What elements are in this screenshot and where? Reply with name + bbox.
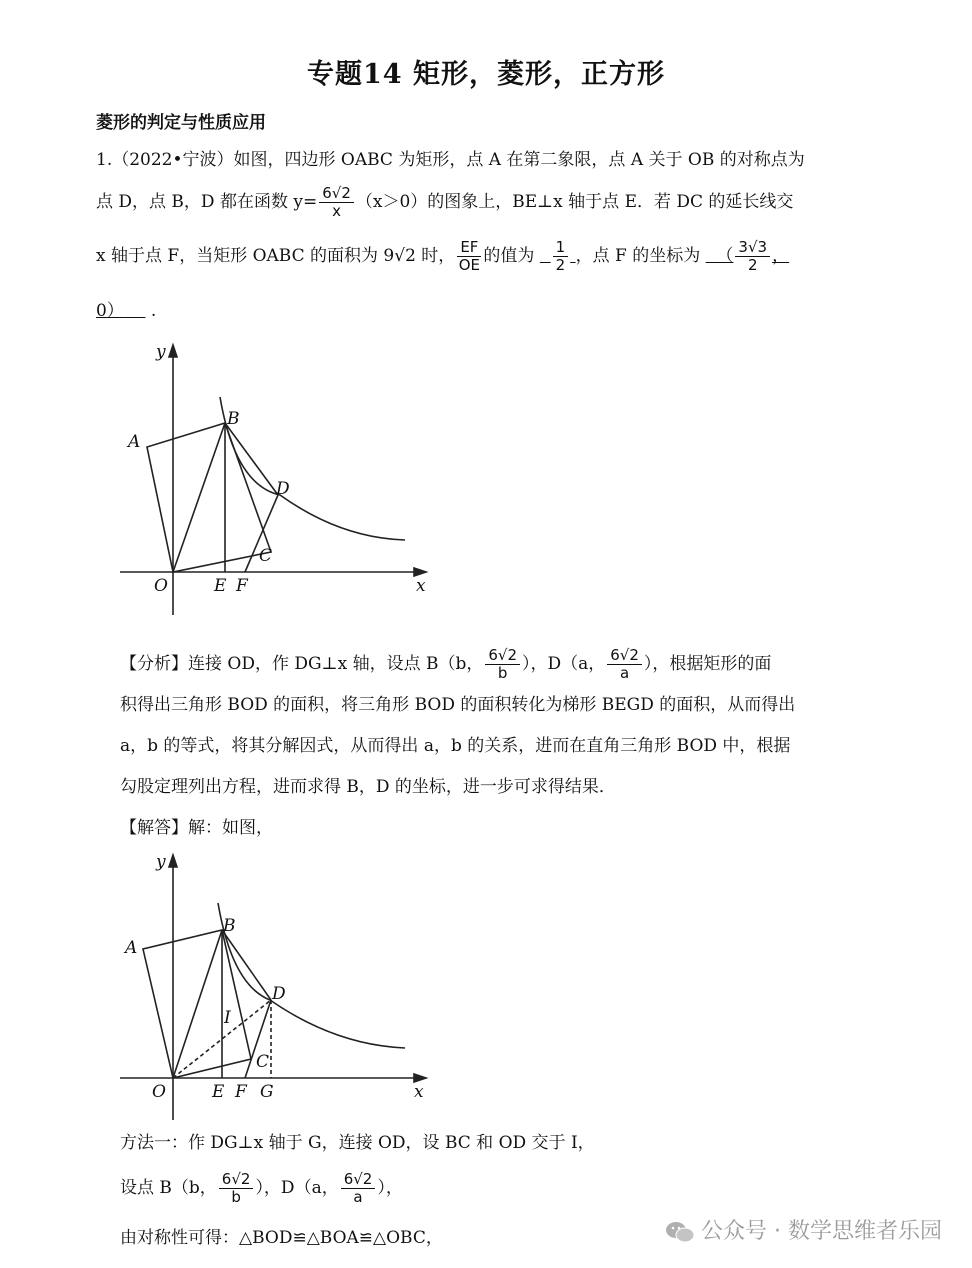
figure-1 bbox=[110, 335, 440, 625]
analysis-a-numerator: 6√2 bbox=[607, 648, 642, 665]
ratio-numerator: EF bbox=[457, 240, 481, 257]
x-axis-arrow bbox=[414, 1074, 426, 1082]
analysis-a-denominator: a bbox=[619, 664, 630, 682]
problem-line-2-end: （x＞0）的图象上，BE⊥x 轴于点 E．若 DC 的延长线交 bbox=[355, 192, 794, 212]
section-heading: 菱形的判定与性质应用 bbox=[96, 113, 266, 133]
ratio-denominator: OE bbox=[458, 256, 481, 274]
answer-2-numerator: 3√3 bbox=[735, 240, 770, 257]
ratio-fraction bbox=[457, 240, 481, 273]
answer-1-denominator: 2 bbox=[555, 256, 566, 274]
analysis-b-fraction bbox=[485, 648, 520, 681]
label-a: A bbox=[125, 938, 138, 958]
page-title: 专题14 矩形，菱形，正方形 bbox=[307, 59, 665, 90]
analysis-a-fraction bbox=[607, 648, 642, 681]
label-c: C bbox=[256, 1052, 270, 1072]
label-i: I bbox=[224, 1008, 231, 1028]
answer-1 bbox=[540, 238, 576, 274]
function-numerator: 6√2 bbox=[319, 186, 354, 203]
method-b-fraction bbox=[219, 1172, 254, 1205]
y-axis-arrow bbox=[169, 855, 177, 867]
label-b: B bbox=[223, 916, 236, 936]
problem-line-3-mid: 的值为 bbox=[483, 246, 535, 266]
label-d: D bbox=[272, 984, 286, 1004]
label-a: A bbox=[128, 432, 141, 452]
segment-bd bbox=[225, 423, 278, 495]
analysis-line-4: 勾股定理列出方程，进而求得 B，D 的坐标，进一步可求得结果． bbox=[120, 777, 616, 797]
label-o: O bbox=[154, 576, 168, 596]
function-denominator: x bbox=[332, 202, 341, 220]
analysis-line-1-start: 【分析】连接 OD，作 DG⊥x 轴，设点 B（b， bbox=[120, 654, 484, 674]
label-o: O bbox=[152, 1082, 166, 1102]
analysis-b-denominator: b bbox=[497, 664, 508, 682]
answer-2-fraction bbox=[735, 240, 770, 273]
problem-line-3 bbox=[96, 240, 789, 273]
x-axis-arrow bbox=[414, 568, 426, 576]
analysis-line-1-end: ），根据矩形的面 bbox=[643, 654, 772, 674]
label-g: G bbox=[260, 1082, 274, 1102]
wechat-icon bbox=[665, 1220, 695, 1244]
problem-line-2 bbox=[96, 186, 793, 219]
answer-2-tail: 0） bbox=[96, 301, 124, 321]
method-a-denominator: a bbox=[353, 1188, 363, 1206]
segment-ob bbox=[173, 423, 225, 572]
problem-line-3-start: x 轴于点 F，当矩形 OABC 的面积为 9√2 时， bbox=[96, 246, 456, 266]
label-y: y bbox=[156, 852, 166, 872]
method-a-fraction bbox=[341, 1172, 376, 1205]
problem-line-1: 1.（2022•宁波）如图，四边形 OABC 为矩形，点 A 在第二象限，点 A 关于 OB 的对称点为 bbox=[96, 150, 805, 170]
method-line-2-end: ）， bbox=[377, 1178, 403, 1198]
analysis-line-2: 积得出三角形 BOD 的面积，将三角形 BOD 的面积转化为梯形 BEGD 的面积，从而得出 bbox=[120, 695, 796, 715]
label-e: E bbox=[212, 1082, 225, 1102]
label-e: E bbox=[214, 576, 227, 596]
method-line-3: 由对称性可得：△BOD≌△BOA≌△OBC， bbox=[120, 1228, 443, 1248]
method-line-2-start: 设点 B（b， bbox=[120, 1178, 217, 1198]
watermark-text: 公众号 · 数学思维者乐园 bbox=[701, 1219, 942, 1244]
segment-ob bbox=[173, 930, 222, 1078]
analysis-b-numerator: 6√2 bbox=[485, 648, 520, 665]
answer-1-fraction bbox=[553, 240, 569, 273]
y-axis-arrow bbox=[169, 345, 177, 357]
label-f: F bbox=[235, 1082, 247, 1102]
label-f: F bbox=[236, 576, 248, 596]
hyperbola-curve bbox=[220, 397, 405, 540]
period: . bbox=[150, 301, 157, 321]
analysis-line-1 bbox=[120, 648, 771, 681]
answer-2-denominator: 2 bbox=[747, 256, 758, 274]
label-x: x bbox=[414, 1082, 424, 1102]
problem-line-2-start: 点 D，点 B，D 都在函数 y= bbox=[96, 192, 318, 212]
method-a-numerator: 6√2 bbox=[341, 1172, 376, 1189]
figure-2 bbox=[110, 845, 440, 1125]
solution-heading: 【解答】解：如图， bbox=[120, 818, 273, 838]
rectangle-oabc bbox=[147, 423, 271, 572]
label-b: B bbox=[227, 409, 240, 429]
hyperbola-curve bbox=[218, 903, 405, 1048]
label-c: C bbox=[259, 546, 273, 566]
answer-2: （ $\frac{3√3}{2}$ ， bbox=[705, 238, 790, 274]
method-line-2-mid: ），D（a， bbox=[255, 1178, 339, 1198]
problem-line-4 bbox=[96, 303, 156, 320]
method-b-denominator: b bbox=[231, 1188, 241, 1206]
watermark bbox=[665, 1214, 942, 1245]
problem-line-3-end: ，点 F 的坐标为 bbox=[575, 246, 701, 266]
label-d: D bbox=[276, 479, 290, 499]
function-fraction bbox=[319, 186, 354, 219]
answer-1-numerator: 1 bbox=[553, 240, 569, 257]
analysis-line-3: a，b 的等式，将其分解因式，从而得出 a，b 的关系，进而在直角三角形 BOD 中，根据 bbox=[120, 736, 791, 756]
label-y: y bbox=[156, 342, 166, 362]
label-x: x bbox=[416, 576, 426, 596]
answer-2-blank bbox=[124, 301, 146, 321]
analysis-line-1-mid: ），D（a， bbox=[522, 654, 606, 674]
method-line-1: 方法一：作 DG⊥x 轴于 G，连接 OD，设 BC 和 OD 交于 I， bbox=[120, 1133, 595, 1153]
method-line-2 bbox=[120, 1172, 403, 1205]
method-b-numerator: 6√2 bbox=[219, 1172, 254, 1189]
